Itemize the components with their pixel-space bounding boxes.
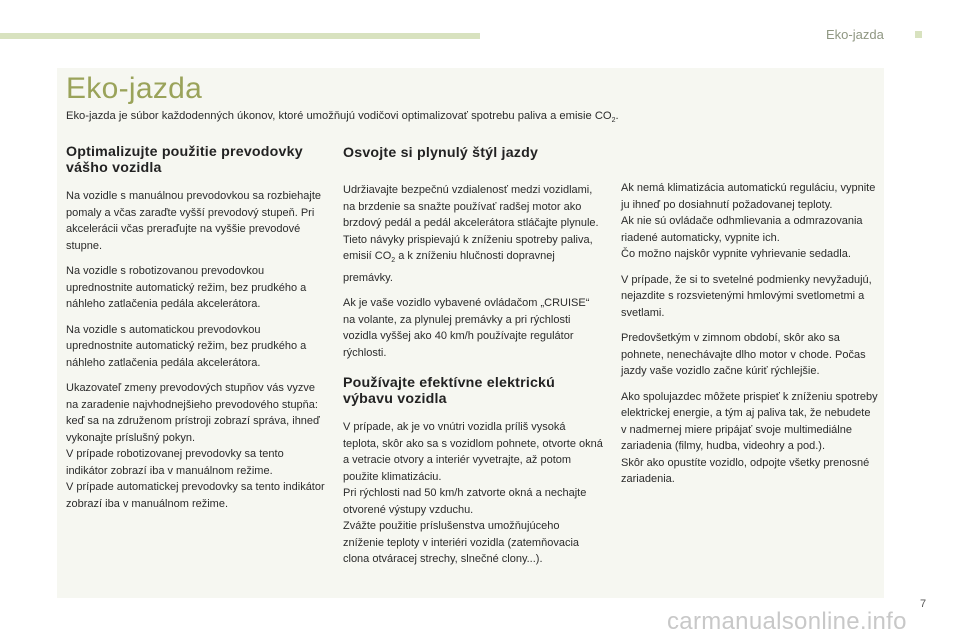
defrost-line: Ak nie sú ovládače odhmlievania a odmrazovania riadené automaticky, vypnite ich.: [621, 215, 863, 244]
heading-electrical: Používajte efektívne elektrickú výbavu vozidla: [343, 375, 556, 408]
paragraph-robotized: Na vozidle s robotizovanou prevodovkou uprednostnite automatický režim, bez prudkého a náhleho zatlačenia pedála akcelerátora.: [66, 265, 307, 310]
column-driving-style: [343, 145, 603, 577]
paragraph-air-conditioning: [621, 180, 879, 263]
column-gearbox: [66, 144, 328, 521]
paragraph-gear-indicator: [66, 380, 328, 512]
intro-end: .: [615, 110, 619, 122]
paragraph-ventilation: [343, 419, 603, 568]
intro-subscript: 2: [611, 117, 616, 125]
unplug-line: Skôr ako opustíte vozidlo, odpojte všetky prenosné zariadenia.: [621, 456, 870, 485]
page-number: 7: [920, 598, 927, 610]
heading-gearbox: Optimalizujte použitie prevodovky vášho vozidla: [66, 144, 303, 176]
paragraph-winter: Predovšetkým v zimnom období, skôr ako sa pohnete, nenechávajte dlho motor v chode. Počas jazdy vaše vozidlo začne kúriť rýchlejšie.: [621, 332, 866, 377]
ventilation-line: V prípade, ak je vo vnútri vozidla príliš vysoká teplota, skôr ako sa s vozidlom pohnete, otvorte okná a vetracie otvory a interiér vyvetrajte, až potom použite klimatizáciu.: [343, 421, 603, 483]
section-title: Eko-jazda: [826, 27, 884, 42]
paragraph-manual: Na vozidle s manuálnou prevodovkou sa rozbiehajte pomaly a včas zaraďte vyšší prevodový stupeň. Pri akcelerácii včas preraďujte na vyššie prevodové stupne.: [66, 190, 321, 252]
passenger-line: Ako spolujazdec môžete prispieť k zníženiu spotreby elektrickej energie, a tým aj paliva tak, že nebudete v nadmernej miere pripájať svoje multimediálne zariadenia (filmy, hudba, videohry a pod.).: [621, 390, 878, 452]
paragraph-automatic: Na vozidle s automatickou prevodovkou uprednostnite automatický režim, bez prudkého a náhleho zatlačenia pedála akcelerátora.: [66, 323, 307, 369]
accessories-line: Zvážte použitie príslušenstva umožňujúceho zníženie teploty v interiéri vozidla (zatemňovacia clona otváracej strechy, slnečné clony...).: [343, 520, 580, 566]
header-square-marker: [915, 31, 922, 38]
column-electrical: [621, 180, 879, 497]
header-accent-bar: [0, 33, 480, 39]
safe-distance-end: a k zníženiu hlučnosti dopravnej premávky.: [343, 250, 555, 284]
ac-line: Ak nemá klimatizácia automatickú reguláciu, vypnite ju ihneď po dosiahnutí požadovanej teploty.: [621, 182, 876, 211]
speed-windows-line: Pri rýchlosti nad 50 km/h zatvorte okná a nechajte otvorené výstupy vzduchu.: [343, 487, 587, 516]
safe-distance-subscript: 2: [391, 257, 396, 265]
paragraph-safe-distance: [343, 182, 603, 286]
seat-heating-line: Čo možno najskôr vypnite vyhrievanie sedadla.: [621, 248, 851, 260]
paragraph-cruise: Ak je vaše vozidlo vybavené ovládačom „CRUISE“ na volante, za plynulej premávky a pri rýchlosti vozidla vyššej ako 40 km/h používajte regulátor rýchlosti.: [343, 297, 590, 359]
paragraph-fog-lights: V prípade, že si to svetelné podmienky nevyžadujú, nejazdite s rozsvietenými hmlovými svetlometmi a svetlami.: [621, 273, 872, 319]
paragraph-passenger: [621, 389, 879, 488]
gear-indicator-robotized: V prípade robotizovanej prevodovky sa tento indikátor zobrazí iba v manuálnom režime.: [66, 448, 284, 477]
gear-indicator-automatic: V prípade automatickej prevodovky sa tento indikátor zobrazí iba v manuálnom režime.: [66, 481, 325, 510]
watermark: carmanualsonline.info: [667, 608, 907, 635]
intro-text: Eko-jazda je súbor každodenných úkonov, ktoré umožňujú vodičovi optimalizovať spotrebu paliva a emisie CO: [66, 110, 612, 122]
safe-distance-text: Udržiavajte bezpečnú vzdialenosť medzi vozidlami, na brzdenie sa snažte používať radšej motor ako brzdový pedál a pedál akcelerátora stláčajte plynule. Tieto návyky prispievajú k zníženiu spotreby paliva, emisií CO: [343, 184, 599, 262]
heading-driving-style: Osvojte si plynulý štýl jazdy: [343, 145, 539, 161]
page-title: Eko-jazda: [66, 72, 203, 105]
intro-paragraph: [66, 109, 876, 128]
gear-indicator-line: Ukazovateľ zmeny prevodových stupňov vás vyzve na zaradenie najvhodnejšieho prevodového stupňa: keď sa na združenom prístroji zobrazí správa, ihneď vykonajte príslušný pokyn.: [66, 382, 320, 444]
